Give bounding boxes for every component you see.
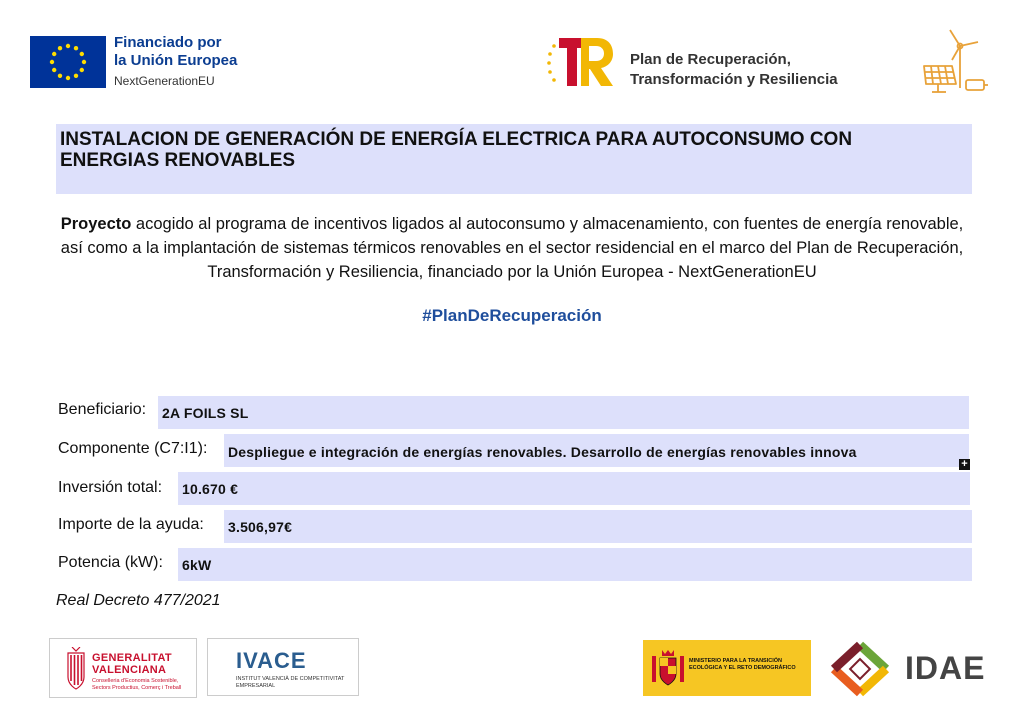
ivace-small-text: INSTITUT VALENCIÀ DE COMPETITIVITAT EMPRESARIAL [236, 676, 345, 689]
decree-reference: Real Decreto 477/2021 [56, 592, 221, 609]
prtr-logo-icon [545, 34, 617, 90]
prtr-logo-text [630, 50, 838, 91]
eu-line3: NextGenerationEU [114, 73, 215, 88]
eu-flag-icon [30, 36, 106, 88]
eu-line1: Financiado por [114, 34, 222, 51]
generalitat-valenciana-logo [49, 638, 197, 698]
inversion-field[interactable] [178, 472, 970, 505]
gva-small-text: Conselleria d'Economia Sostenible, Sectors Productius, Comerç i Treball [92, 678, 182, 691]
potencia-field[interactable] [178, 548, 972, 581]
inversion-value: 10.670 € [182, 481, 239, 497]
inversion-label: Inversión total: [58, 479, 163, 496]
ministerio-logo [643, 640, 811, 696]
prtr-line1: Plan de Recuperación, [630, 51, 791, 68]
beneficiario-label: Beneficiario: [58, 401, 147, 418]
page-title: INSTALACION DE GENERACIÓN DE ENERGÍA ELECTRICA PARA AUTOCONSUMO CON ENERGIAS RENOVABLES [60, 129, 853, 171]
title-box [56, 124, 972, 194]
ivace-logo [207, 638, 359, 696]
project-description [52, 212, 972, 284]
idae-mark-icon [824, 639, 896, 699]
componente-value: Despliegue e integración de energías renovables. Desarrollo de energías renovables innova [228, 444, 857, 460]
gva-line1: GENERALITAT [92, 652, 172, 664]
prtr-line2: Transformación y Resiliencia [630, 71, 838, 89]
potencia-value: 6kW [182, 557, 212, 573]
solar-panel-wind-turbine-icon [918, 28, 990, 98]
overflow-plus-icon[interactable]: + [959, 459, 970, 470]
project-lead: Proyecto [60, 215, 132, 233]
coat-of-arms-icon [651, 648, 685, 688]
componente-label: Componente (C7:I1): [58, 440, 208, 457]
idae-word: IDAE [905, 650, 986, 686]
beneficiario-value: 2A FOILS SL [162, 405, 249, 421]
importe-label: Importe de la ayuda: [58, 516, 204, 533]
importe-value: 3.506,97€ [228, 519, 293, 535]
project-text: acogido al programa de incentivos ligados al autoconsumo y almacenamiento, con fuentes de energía renovable, así como a la implantación de sistemas térmicos renovables en el sector residencial en el marco del Plan de Recuperación, Transformación y Resiliencia, financiado por la Unión Europea - NextGenerationEU [60, 215, 964, 281]
potencia-label: Potencia (kW): [58, 554, 163, 571]
gva-line2: VALENCIANA [92, 664, 167, 676]
gva-shield-icon [66, 647, 86, 691]
componente-field[interactable] [224, 434, 969, 467]
importe-field[interactable] [224, 510, 972, 543]
ministerio-text: MINISTERIO PARA LA TRANSICIÓN ECOLÓGICA Y EL RETO DEMOGRÁFICO [689, 658, 796, 671]
eu-line2: la Unión Europea [114, 52, 238, 70]
beneficiario-field[interactable] [158, 396, 969, 429]
ivace-word: IVACE [236, 648, 307, 673]
eu-funding-logo [114, 34, 237, 88]
hashtag: #PlanDeRecuperación [422, 306, 602, 325]
